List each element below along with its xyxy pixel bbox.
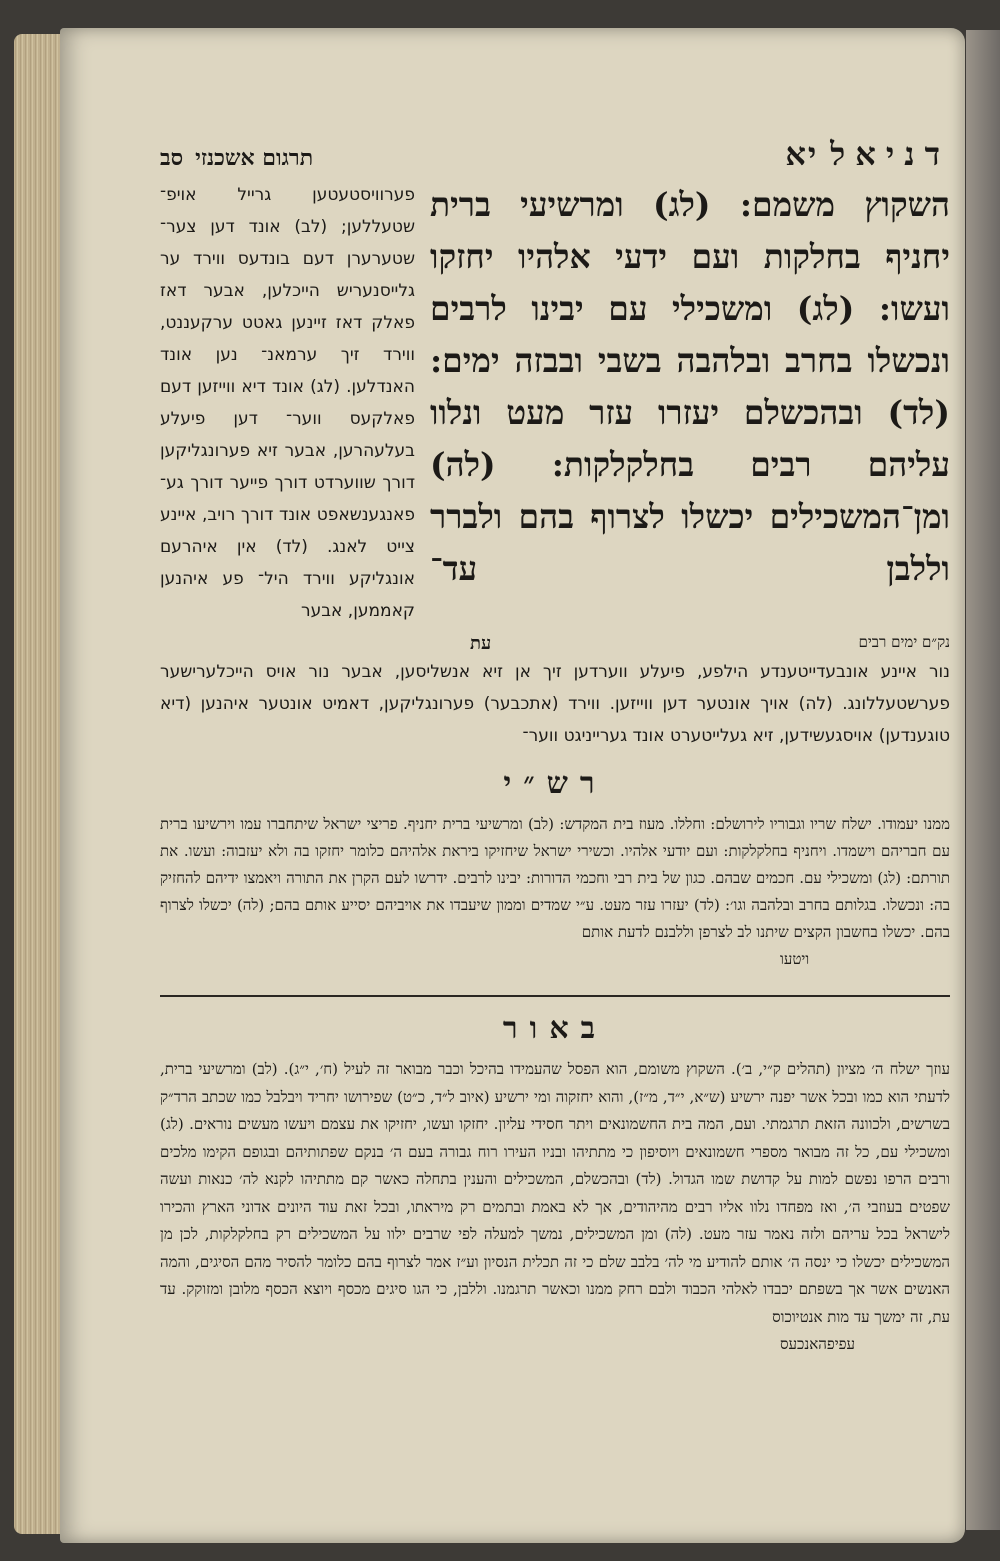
biur-title: באור bbox=[502, 1011, 608, 1046]
marginal-note: נק״ם ימים רבים bbox=[858, 633, 950, 651]
book-name: דניאל bbox=[830, 135, 950, 173]
rashi-catchword: ויטעו bbox=[780, 950, 810, 968]
verse-block bbox=[160, 179, 950, 627]
book-title bbox=[785, 135, 950, 173]
hebrew-verse-text: השקוץ משמם: (לג) ומרשיעי ברית יחניף בחלקות ועם ידעי אלהיו יחזקו ועשו: (לג) ומשכילי עם יבינו לרבים ונכשלו בחרב ובלהבה בשבי ובבזה ימים: (לד) ובהכשלם יעזרו עזר מעט ונלוו עליהם רבים בחלקלקות: (לה) ומן־המשכילים יכשלו לצרוף בהם ולברר וללבן עד־ bbox=[430, 185, 950, 588]
section-divider bbox=[160, 995, 950, 997]
leaf-number-translation: סב bbox=[160, 145, 184, 171]
running-head bbox=[160, 135, 950, 179]
biur-commentary: עוזך ישלח ה׳ מציון (תהלים ק״י, ב׳). השקוץ משומם, הוא הפסל שהעמידו בהיכל וכבר מבואר זה לעיל (ח׳, י״ג). (לב) ומרשיעי ברית, לדעתי הוא כמו ובכל אשר יפנה ירשיע (ש״א, י״ד, מ״ז), והוא יחזקוה ומי ירשיע (איוב ל״ד, כ״ט) שפירושו יחריד ויבלבל כמו שכתב הרד״ק בשרשים, ולכוונה הזאת תרגמתי. ועם, המה בית החשמונאים ויתר חסידי עליון. יחזקו ועשו, יחזיקו את עצמם ויעשו מעשים נוראים. (לג) ומשכילי עם, כל זה מבואר מספרי חשמונאים ויוסיפון כי מתתיהו ובניו העירו רוח גבורה בעם ה׳ בנקם שפתותיהם ובגופם הקימו מלכים ורבים הרפו נפשם למות על קדושת שמו הגדול. (לד) ובהכשלם, המשכילים והענין בתחלה כאשר קם מתתיהו לקנא לה׳ כנאות ועשה שפטים בעוזבי ה׳, ואז מפחדו נלוו אליו רבים מהיהודים, אך לא באמת ובתמים רק מיראתו, ובכל זאת עוד היונים אדוני הארץ והכירו לישראל בכל עריהם ולזה נאמר עזר מעט. (לה) ומן המשכילים, נמשך למעלה לפי שרבים ילוו על המשכילים רק בחלקלקות, לכן מן המשכילים יכשלו כי ינסה ה׳ אותם להודיע מי לה׳ בלבב שלם כי זה תכלית הנסיון וע״ז אמר לצרוף בהם כלומר להסיר מהם הסיגים, והמה האנשים אשר אך בשפתם יכבדו לאלהי הכבוד ולבם רחק ממנו וכאשר תרגמנו. וללבן, כי הגו סיגים מכסף ויוצא הכסף מלובן ומזוקק. עד עת, זה ימשך עד מות אנטיוכוס bbox=[160, 1060, 950, 1326]
translation-title: תרגום אשכנזי bbox=[195, 145, 314, 171]
rashi-title: רש״י bbox=[503, 766, 607, 801]
translation-header bbox=[160, 145, 313, 171]
hebrew-catchword: עת bbox=[470, 633, 492, 654]
yiddish-translation-column: פערוויסטעטען גרייל אויפ־ שטעללען; (לב) אונד דען צער־ שטערערן דעם בונדעס ווירד ער גלייסנעריש הייכלען, אבער דאז פאלק דאז זיינען גאטט ערקעננט, ווירד זיך ערמאנ־ נען אונד האנדלען. (לג) אונד דיא ווייזען דעם פאלקעס ווער־ דען פיעלע בעלעהרען, אבער זיא פערונגליקען דורך שווערדט דורך פייער דורך גע־ פאנגענשאפט אונד דורך רויב, איינע צייט לאנג. (לד) אין איהרעם אונגליקע ווירד היל־ פע איהנען קאממען, אבער bbox=[160, 185, 415, 621]
marginal-row bbox=[430, 633, 950, 654]
yiddish-translation-continuation: נור איינע אונבעדייטענדע הילפע, פיעלע ווערדען זיך אן זיא אנשליסען, אבער נור אויס הייכלערישער פערשטעללונג. (לה) אויך אונטער דען ווייזען. ווירד (אתכבער) פערונגליקען, דאמיט אונטער איהנען (דיא טוגענדען) אויסגעשידען, זיא געלייטערט אונד גערייניגט ווער־ bbox=[160, 662, 950, 746]
facing-page-shadow bbox=[966, 30, 1000, 1530]
rashi-commentary: ממנו יעמודו. ישלח שריו וגבוריו לירושלם: וחללו. מעוז בית המקדש: (לב) ומרשיעי ברית יחניף. פריצי ישראל שיתחברו עמו וירשיעו ברית עם חבריהם וישמדו. ויחניף בחלקלקות: ועם יודעי אלהיו. וכשירי ישראל שיחזיקו ביראת אלהיהם כלומר יחזקו בה ולא יעזבוה: ועשו. את תורתם: (לג) ומשכילי עם. חכמים שבהם. כגון של בית רבי וחכמי הדורות: יבינו לרבים. ידרשו לעם הקרן את התורה ויאמצו ידיהם להחזיק בה: ונכשלו. בגלותם בחרב ובלהבה וגו׳: (לד) יעזרו עזר מעט. ע״י שמדים וממון שיעבדו את אויביהם יסייע אותם בהם; (לה) יכשלו לצרוף בהם. יכשלו בחשבון הקצים שיתנו לב לצרפן וללבנם לדעת אותם bbox=[160, 815, 950, 941]
leaf-number-hebrew: יא bbox=[785, 135, 819, 173]
page-content bbox=[160, 135, 950, 1354]
biur-catchword: עפיפהאנכעס bbox=[780, 1335, 855, 1353]
